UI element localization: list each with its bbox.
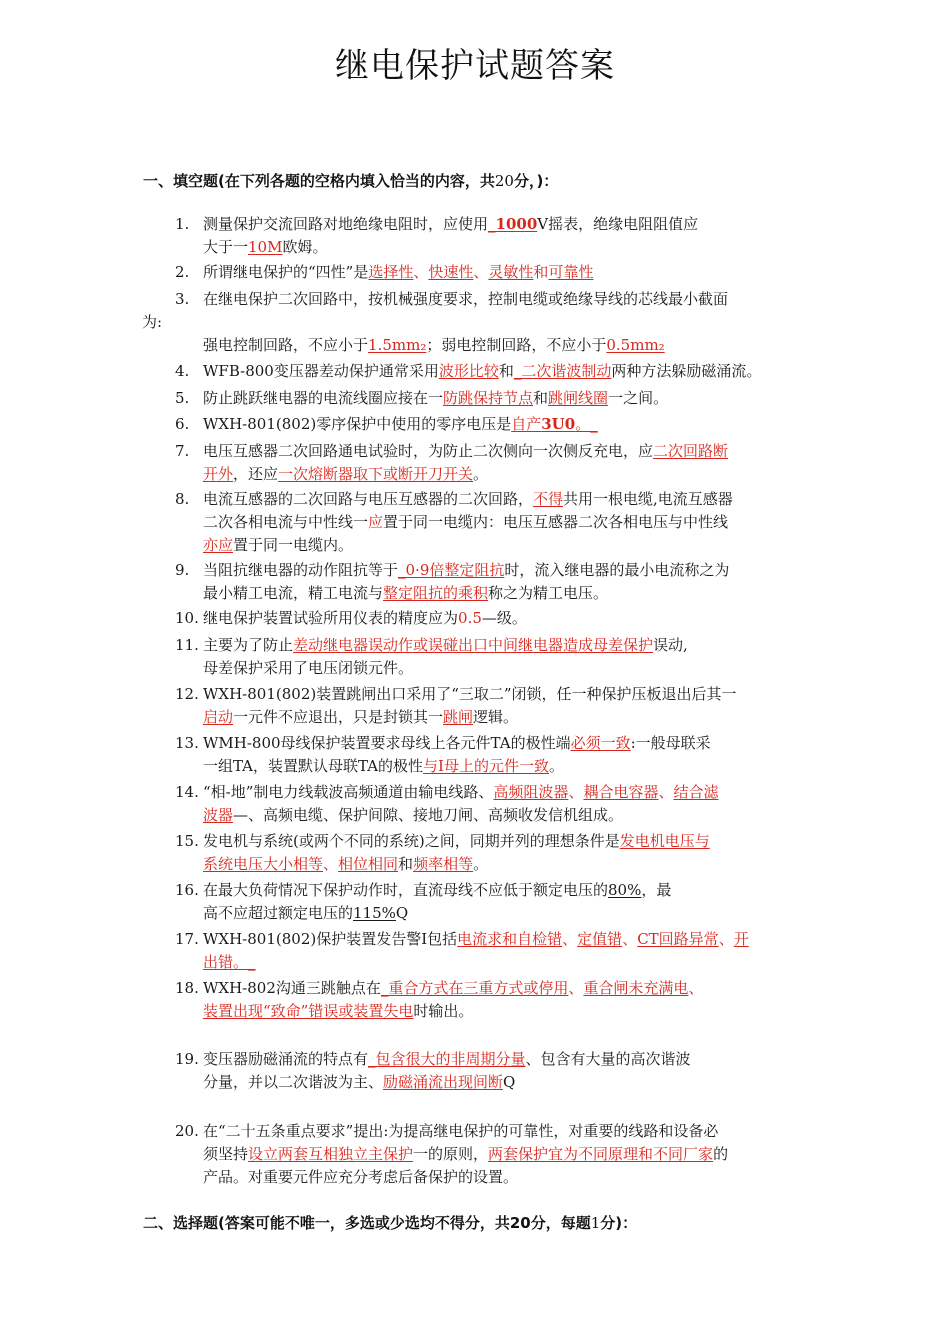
text-line: [175, 387, 815, 410]
question-12: [175, 683, 815, 729]
text-q3-e: ；弱电控制回路，不应小于: [426, 336, 607, 354]
text-q3-f: 0.5mm₂: [606, 336, 665, 354]
text-q3-a: 在继电保护二次回路中，按机械强度要求，控制电缆或绝缘导线的芯线最小截面: [203, 290, 729, 308]
text-line: [175, 582, 815, 605]
text-q13-f: 。: [548, 757, 564, 775]
text-line: [175, 1120, 815, 1143]
text-section2-heading_b: 20: [509, 1214, 531, 1232]
text-q16-num: 16.: [175, 881, 199, 899]
text-q17-f: CT回路异常: [637, 930, 719, 948]
text-q8-h: 置于同一电缆内。: [233, 536, 354, 554]
text-q6-num: 6.: [175, 415, 190, 433]
text-q19-c: 、包含有大量的高次谐波: [525, 1050, 691, 1068]
text-q12-a: WXH-801(802)装置跳闸出口采用了“三取二”闭锁，任一种保护压板退出后其一: [203, 685, 737, 703]
question-13: [175, 732, 815, 778]
question-17: [175, 928, 815, 974]
text-q15-b: 发电机电压与: [619, 832, 710, 850]
text-q14-e: 、: [658, 783, 674, 801]
text-q14-d: 耦合电容器: [583, 783, 659, 801]
text-q7-c: 开外: [203, 465, 234, 483]
text-q9-f: 称之为精工电压。: [488, 584, 609, 602]
text-q18-a: WXH-802沟通三跳触点在: [203, 979, 381, 997]
text-q1-a: 测量保护交流回路对地绝缘电阻时，应使用: [203, 215, 489, 233]
text-line: [175, 781, 815, 804]
text-q2-num: 2.: [175, 263, 190, 281]
text-q17-a: WXH-801(802)保护装置发告警Ⅰ包括: [203, 930, 458, 948]
text-q2-f: 灵敏性: [488, 263, 534, 281]
text-q20-g: 产品。对重要元件应充分考虑后备保护的设置。: [203, 1168, 519, 1186]
text-line: [175, 360, 815, 383]
text-q11-a: 主要为了防止: [203, 636, 294, 654]
text-q4-c: 和: [498, 362, 514, 380]
text-line: [175, 1000, 815, 1023]
text-q14-num: 14.: [175, 783, 199, 801]
question-5: [175, 387, 815, 410]
text-q11-num: 11.: [175, 636, 199, 654]
text-q2-h: 可靠性: [548, 263, 594, 281]
text-q7-num: 7.: [175, 442, 190, 460]
question-10: [175, 607, 815, 630]
text-q12-e: 逻辑。: [473, 708, 519, 726]
question-6: [175, 413, 815, 436]
text-line: [175, 755, 815, 778]
text-q19-a: 变压器励磁涌流的特点有: [203, 1050, 369, 1068]
text-q2-g: 和: [533, 263, 549, 281]
question-18: [175, 977, 815, 1023]
text-q15-g: 频率相等: [413, 855, 474, 873]
text-line: [175, 853, 815, 876]
text-q9-a: 当阻抗继电器的动作阻抗等于: [203, 561, 399, 579]
text-q18-b: _重合方式在三重方式或停用: [380, 979, 569, 997]
text-section2-heading_d: 1: [590, 1214, 601, 1232]
text-q6-a: WXH-801(802)零序保护中使用的零序电压是: [203, 415, 512, 433]
text-q15-a: 发电机与系统(或两个不同的系统)之间，同期并列的理想条件是: [203, 832, 620, 850]
text-q14-f: 结合滤: [673, 783, 719, 801]
text-line: [175, 534, 815, 557]
text-q8-e: 应: [368, 513, 384, 531]
text-q18-num: 18.: [175, 979, 199, 997]
text-q15-d: 、: [323, 855, 339, 873]
text-q1-e: 10M: [248, 238, 283, 256]
text-line: [175, 261, 815, 284]
text-q12-b: 启动: [203, 708, 234, 726]
text-line: [175, 463, 815, 486]
text-q14-h: —、高频电缆、保护间隙、接地刀闸、高频收发信机组成。: [233, 806, 624, 824]
text-q15-f: 和: [398, 855, 414, 873]
text-q13-c: :一般母联采: [630, 734, 711, 752]
text-line: [175, 559, 815, 582]
text-q14-a: “相-地”制电力线载波高频通道由输电线路、: [203, 783, 494, 801]
text-q3-num: 3.: [175, 290, 190, 308]
text-q9-c: 时，流入继电器的最小电流称之为: [504, 561, 730, 579]
text-line: [175, 706, 815, 729]
text-q17-num: 17.: [175, 930, 199, 948]
text-q1-f: 欧姆。: [282, 238, 328, 256]
text-q2-b: 选择性: [368, 263, 414, 281]
text-q8-g: 亦应: [203, 536, 234, 554]
text-line: [175, 732, 815, 755]
text-q3-d: 1.5mm₂: [368, 336, 427, 354]
text-section1-heading_a: 一、填空题(在下列各题的空格内填入恰当的内容，共: [143, 172, 495, 190]
question-16: [175, 879, 815, 925]
text-q17-i: 出错。_: [203, 953, 256, 971]
text-line: [175, 902, 815, 925]
text-line: [175, 334, 815, 357]
text-q11-d: 母差保护采用了电压闭锁元件。: [203, 659, 414, 677]
text-q2-c: 、: [413, 263, 429, 281]
text-q15-num: 15.: [175, 832, 199, 850]
text-section1-heading_c: 分，)：: [513, 172, 559, 190]
text-q16-a: 在最大负荷情况下保护动作时，直流母线不应低于额定电压的: [203, 881, 609, 899]
text-line: [175, 213, 815, 236]
text-q1-d: 大于一: [203, 238, 249, 256]
text-q14-g: 波器: [203, 806, 234, 824]
text-q4-num: 4.: [175, 362, 190, 380]
text-q14-c: 、: [568, 783, 584, 801]
text-q18-e: 、: [688, 979, 704, 997]
text-line: [175, 830, 815, 853]
text-q5-d: 跳闸线圈: [548, 389, 609, 407]
text-q2-e: 、: [473, 263, 489, 281]
question-4: [175, 360, 815, 383]
text-q18-c: 、: [568, 979, 584, 997]
text-q8-num: 8.: [175, 490, 190, 508]
text-q17-h: 开: [733, 930, 749, 948]
text-q19-e: 励磁涌流出现间断: [383, 1073, 504, 1091]
text-line: [175, 288, 815, 311]
text-q12-num: 12.: [175, 685, 199, 703]
text-q1-num: 1.: [175, 215, 190, 233]
text-q5-e: 一之间。: [608, 389, 669, 407]
text-q5-b: 防跳保持节点: [443, 389, 534, 407]
text-q18-f: 装置出现“致命”错误或装置失电: [203, 1002, 414, 1020]
text-q15-e: 相位相同: [338, 855, 399, 873]
text-q9-e: 整定阻抗的乘积: [383, 584, 489, 602]
text-q5-c: 和: [533, 389, 549, 407]
text-q11-c: 误动,: [653, 636, 688, 654]
text-q20-c: 设立两套互相独立主保护: [248, 1145, 414, 1163]
text-q10-a: 继电保护装置试验所用仪表的精度应为: [203, 609, 459, 627]
text-q8-a: 电流互感器的二次回路与电压互感器的二次回路，: [203, 490, 534, 508]
text-q9-num: 9.: [175, 561, 190, 579]
text-q19-b: _包含很大的非周期分量: [368, 1050, 526, 1068]
text-q11-b: 差动继电器误动作或误碰出口中间继电器造成母差保护: [293, 636, 654, 654]
text-line: [175, 440, 815, 463]
section-1-heading: [143, 170, 843, 191]
text-q1-c: V摇表，绝缘电阻阻值应: [537, 215, 699, 233]
text-q19-f: Q: [503, 1073, 516, 1091]
text-q20-num: 20.: [175, 1122, 199, 1140]
text-q20-f: 的: [713, 1145, 729, 1163]
text-q10-b: 0.5: [458, 609, 482, 627]
text-q20-d: 一的原则，: [413, 1145, 489, 1163]
question-20: [175, 1120, 815, 1189]
text-q6-d: 。_: [575, 415, 598, 433]
question-8: [175, 488, 815, 557]
text-q16-c: ，最: [641, 881, 672, 899]
text-q3-b: 为:: [142, 313, 163, 331]
text-q8-f: 置于同一电缆内：电压互感器二次各相电压与中性线: [383, 513, 729, 531]
text-q4-e: 两种方法躲励磁涌流。: [611, 362, 762, 380]
text-q7-a: 电压互感器二次回路通电试验时，为防止二次侧向一次侧反充电，应: [203, 442, 654, 460]
text-line: [175, 634, 815, 657]
text-q16-b: 80%: [608, 881, 642, 899]
text-line: [175, 928, 815, 951]
text-q5-a: 防止跳跃继电器的电流线圈应接在一: [203, 389, 444, 407]
text-q10-num: 10.: [175, 609, 199, 627]
text-line: [175, 951, 815, 974]
text-q8-c: 共用一根电缆,电流互感器: [563, 490, 733, 508]
question-9: [175, 559, 815, 605]
text-section2-heading_c: 分，每题: [530, 1214, 591, 1232]
text-line: [175, 1071, 815, 1094]
text-q16-e: 115%: [353, 904, 396, 922]
text-section2-heading_a: 二、选择题(答案可能不唯一，多选或少选均不得分，共: [143, 1214, 510, 1232]
text-q16-f: Q: [395, 904, 409, 922]
text-q19-num: 19.: [175, 1050, 199, 1068]
text-line: [175, 1166, 815, 1189]
text-q1-b: _1000: [488, 215, 538, 233]
text-q10-c: —级。: [481, 609, 527, 627]
text-q17-d: 定值错: [577, 930, 623, 948]
text-q9-d: 最小精工电流，精工电流与: [203, 584, 384, 602]
text-q13-d: 一组TA，装置默认母联TA的极性: [203, 757, 424, 775]
question-1: [175, 213, 815, 259]
text-q17-g: 、: [718, 930, 734, 948]
text-q12-d: 跳闸: [443, 708, 474, 726]
text-line: [175, 657, 815, 680]
text-line: [175, 804, 815, 827]
text-line: [175, 236, 815, 259]
text-q7-f: 。: [473, 465, 489, 483]
text-line: [175, 977, 815, 1000]
text-line: [175, 1048, 815, 1071]
text-line: [175, 1143, 815, 1166]
text-section2-heading_e: 分)：: [600, 1214, 638, 1232]
text-q19-d: 分量，并以二次谐波为主、: [203, 1073, 384, 1091]
question-7: [175, 440, 815, 486]
text-q17-e: 、: [622, 930, 638, 948]
text-line: [175, 488, 815, 511]
text-section1-heading_b: 20: [494, 172, 514, 190]
text-q13-b: 必须一致: [570, 734, 631, 752]
text-q15-h: 。: [473, 855, 489, 873]
text-q4-d: _二次谐波制动: [513, 362, 612, 380]
text-q13-e: 与I母上的元件一致: [423, 757, 549, 775]
text-line: [175, 683, 815, 706]
text-line: [175, 413, 815, 436]
text-q8-d: 二次各相电流与中性线一: [203, 513, 369, 531]
text-q8-b: 不得: [533, 490, 564, 508]
text-line: [175, 607, 815, 630]
text-line: [175, 879, 815, 902]
text-line: [175, 511, 815, 534]
text-q13-num: 13.: [175, 734, 199, 752]
text-q20-e: 两套保护宜为不同原理和不同厂家: [488, 1145, 714, 1163]
text-q5-num: 5.: [175, 389, 190, 407]
text-q4-b: 波形比较: [438, 362, 499, 380]
text-q15-c: 系统电压大小相等: [203, 855, 324, 873]
section-2-heading: [143, 1212, 843, 1233]
text-q18-g: 时输出。: [413, 1002, 474, 1020]
text-q7-b: 二次回路断: [653, 442, 729, 460]
question-19: [175, 1048, 815, 1094]
text-q13-a: WMH-800母线保护装置要求母线上各元件TA的极性端: [203, 734, 571, 752]
text-q16-d: 高不应超过额定电压的: [203, 904, 354, 922]
text-q6-c: 3U0: [541, 415, 576, 433]
question-3: [142, 288, 815, 357]
text-q20-a: 在“二十五条重点要求”提出:为提高继电保护的可靠性，对重要的线路和设备必: [203, 1122, 719, 1140]
text-q6-b: 自产: [511, 415, 542, 433]
question-14: [175, 781, 815, 827]
text-q2-d: 快速性: [428, 263, 474, 281]
page-title: 继电保护试题答案: [335, 46, 615, 86]
text-q7-e: 一次熔断器取下或断开刀开关: [278, 465, 474, 483]
text-q14-b: 高频阻波器: [493, 783, 569, 801]
text-q4-a: WFB-800变压器差动保护通常采用: [203, 362, 439, 380]
text-q7-d: ，还应: [233, 465, 279, 483]
question-11: [175, 634, 815, 680]
text-q17-b: 电流求和自检错: [457, 930, 563, 948]
text-q20-b: 须坚持: [203, 1145, 249, 1163]
question-2: [175, 261, 815, 284]
question-15: [175, 830, 815, 876]
text-q17-c: 、: [562, 930, 578, 948]
text-q18-d: 重合闸未充满电: [583, 979, 689, 997]
text-q9-b: _0·9倍整定阻抗: [398, 561, 505, 579]
text-q2-a: 所谓继电保护的“四性”是: [203, 263, 369, 281]
text-q3-c: 强电控制回路，不应小于: [203, 336, 369, 354]
text-q12-c: 一元件不应退出，只是封锁其一: [233, 708, 444, 726]
